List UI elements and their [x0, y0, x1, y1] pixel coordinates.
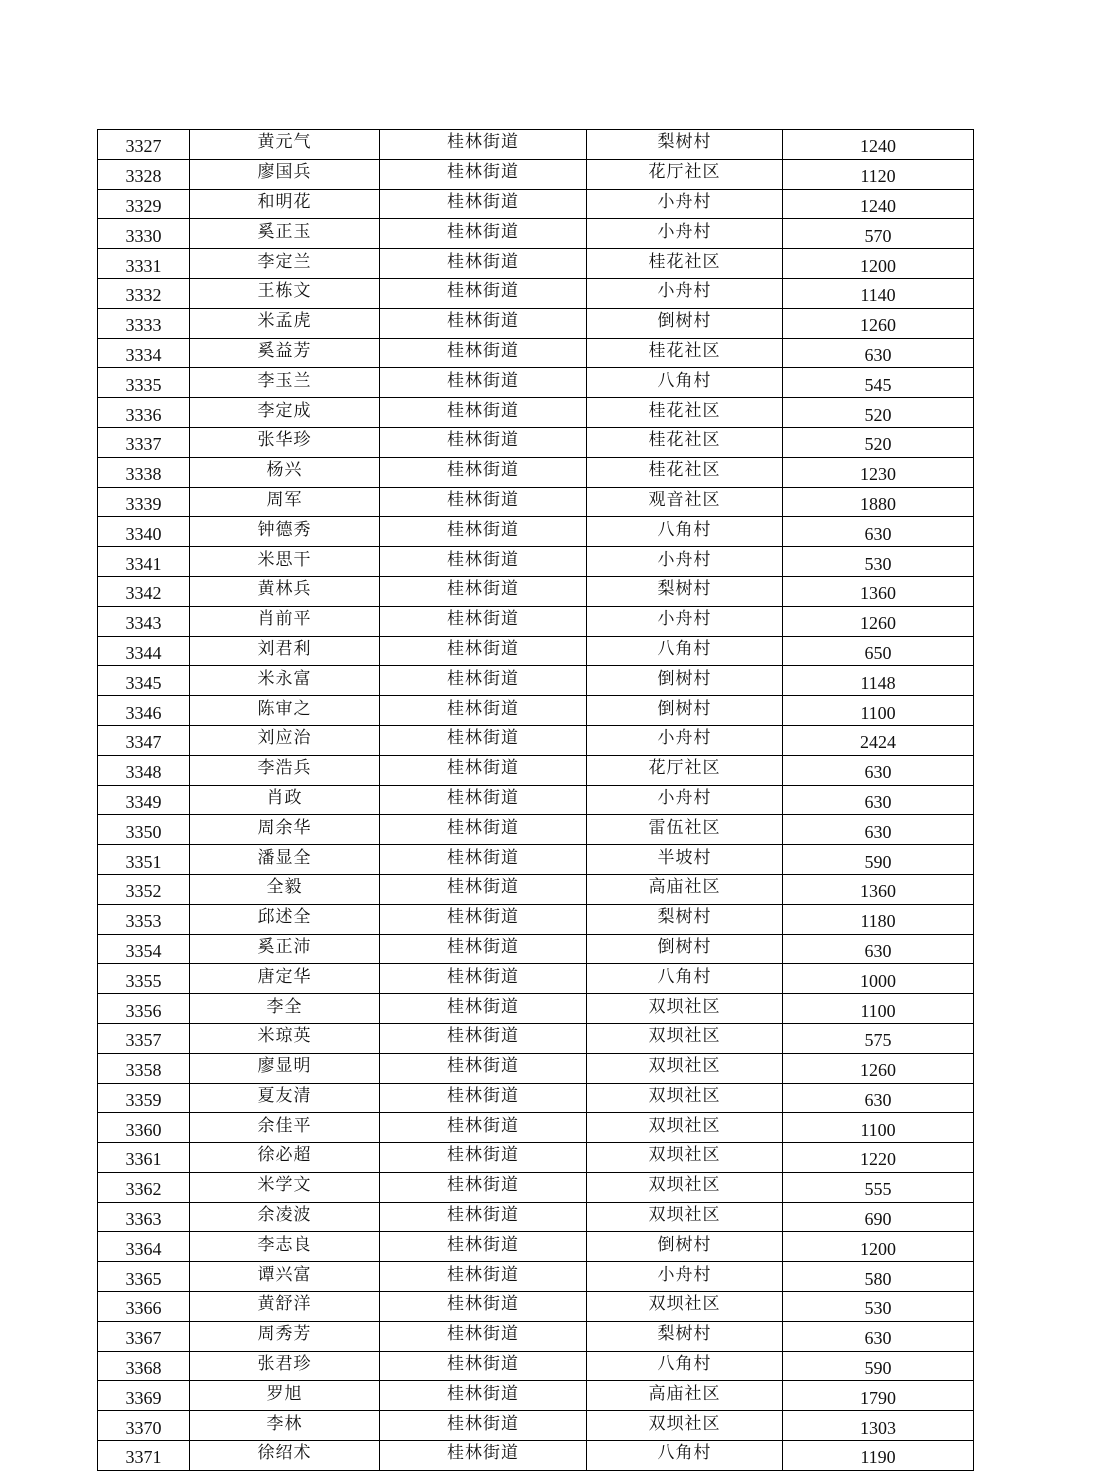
- cell-name: 和明花: [190, 189, 380, 219]
- cell-number: 3349: [98, 785, 190, 815]
- cell-street: 桂林街道: [380, 398, 587, 428]
- cell-number: 3354: [98, 934, 190, 964]
- cell-amount: 630: [783, 755, 974, 785]
- cell-street: 桂林街道: [380, 964, 587, 994]
- cell-street: 桂林街道: [380, 159, 587, 189]
- cell-street: 桂林街道: [380, 904, 587, 934]
- cell-name: 李定成: [190, 398, 380, 428]
- table-row: [98, 1053, 974, 1083]
- cell-name: 谭兴富: [190, 1262, 380, 1292]
- table-row: [98, 874, 974, 904]
- cell-village: 双坝社区: [587, 1023, 783, 1053]
- table-row: [98, 666, 974, 696]
- cell-street: 桂林街道: [380, 1321, 587, 1351]
- cell-number: 3330: [98, 219, 190, 249]
- cell-name: 张华珍: [190, 427, 380, 457]
- table-row: [98, 130, 974, 160]
- cell-name: 王栋文: [190, 278, 380, 308]
- cell-name: 全毅: [190, 874, 380, 904]
- cell-name: 周军: [190, 487, 380, 517]
- table-row: [98, 934, 974, 964]
- cell-amount: 1360: [783, 576, 974, 606]
- cell-street: 桂林街道: [380, 1143, 587, 1173]
- cell-street: 桂林街道: [380, 1202, 587, 1232]
- cell-number: 3362: [98, 1172, 190, 1202]
- table-row: [98, 398, 974, 428]
- table-row: [98, 1023, 974, 1053]
- cell-street: 桂林街道: [380, 576, 587, 606]
- cell-street: 桂林街道: [380, 1351, 587, 1381]
- cell-amount: 1220: [783, 1143, 974, 1173]
- table-row: [98, 517, 974, 547]
- cell-street: 桂林街道: [380, 1083, 587, 1113]
- cell-village: 八角村: [587, 517, 783, 547]
- table-row: [98, 994, 974, 1024]
- cell-name: 奚益芳: [190, 338, 380, 368]
- cell-name: 李定兰: [190, 249, 380, 279]
- table-row: [98, 696, 974, 726]
- cell-name: 余佳平: [190, 1113, 380, 1143]
- cell-number: 3336: [98, 398, 190, 428]
- cell-number: 3366: [98, 1292, 190, 1322]
- cell-number: 3369: [98, 1381, 190, 1411]
- cell-village: 梨树村: [587, 576, 783, 606]
- table-row: [98, 1292, 974, 1322]
- cell-amount: 530: [783, 547, 974, 577]
- cell-village: 倒树村: [587, 666, 783, 696]
- cell-village: 小舟村: [587, 547, 783, 577]
- table-row: [98, 1202, 974, 1232]
- cell-name: 黄元气: [190, 130, 380, 160]
- cell-number: 3335: [98, 368, 190, 398]
- table-row: [98, 1411, 974, 1441]
- table-row: [98, 1113, 974, 1143]
- cell-amount: 1360: [783, 874, 974, 904]
- cell-name: 肖前平: [190, 606, 380, 636]
- cell-number: 3347: [98, 725, 190, 755]
- cell-number: 3331: [98, 249, 190, 279]
- cell-number: 3351: [98, 845, 190, 875]
- table-row: [98, 1262, 974, 1292]
- table-row: [98, 487, 974, 517]
- table-row: [98, 1321, 974, 1351]
- table-row: [98, 338, 974, 368]
- table-row: [98, 189, 974, 219]
- cell-street: 桂林街道: [380, 815, 587, 845]
- cell-street: 桂林街道: [380, 338, 587, 368]
- cell-street: 桂林街道: [380, 308, 587, 338]
- cell-name: 徐绍术: [190, 1441, 380, 1471]
- cell-amount: 1100: [783, 1113, 974, 1143]
- table-row: [98, 368, 974, 398]
- cell-amount: 630: [783, 785, 974, 815]
- cell-village: 双坝社区: [587, 1292, 783, 1322]
- cell-street: 桂林街道: [380, 874, 587, 904]
- cell-village: 八角村: [587, 964, 783, 994]
- cell-street: 桂林街道: [380, 249, 587, 279]
- table-row: [98, 278, 974, 308]
- cell-village: 八角村: [587, 1351, 783, 1381]
- cell-amount: 1120: [783, 159, 974, 189]
- cell-village: 八角村: [587, 1441, 783, 1471]
- cell-amount: 1260: [783, 606, 974, 636]
- cell-street: 桂林街道: [380, 1262, 587, 1292]
- table-row: [98, 815, 974, 845]
- data-table: [97, 129, 974, 1471]
- cell-village: 桂花社区: [587, 249, 783, 279]
- cell-name: 唐定华: [190, 964, 380, 994]
- cell-village: 小舟村: [587, 189, 783, 219]
- cell-street: 桂林街道: [380, 130, 587, 160]
- cell-number: 3337: [98, 427, 190, 457]
- cell-name: 李玉兰: [190, 368, 380, 398]
- cell-village: 梨树村: [587, 1321, 783, 1351]
- cell-village: 花厅社区: [587, 755, 783, 785]
- table-row: [98, 547, 974, 577]
- cell-name: 张君珍: [190, 1351, 380, 1381]
- table-row: [98, 606, 974, 636]
- cell-name: 周余华: [190, 815, 380, 845]
- cell-village: 双坝社区: [587, 1172, 783, 1202]
- cell-name: 李志良: [190, 1232, 380, 1262]
- cell-name: 罗旭: [190, 1381, 380, 1411]
- cell-number: 3359: [98, 1083, 190, 1113]
- table-row: [98, 1351, 974, 1381]
- table-row: [98, 1232, 974, 1262]
- cell-number: 3333: [98, 308, 190, 338]
- cell-number: 3346: [98, 696, 190, 726]
- cell-village: 梨树村: [587, 130, 783, 160]
- table-row: [98, 457, 974, 487]
- cell-village: 双坝社区: [587, 1113, 783, 1143]
- cell-village: 双坝社区: [587, 1143, 783, 1173]
- table-row: [98, 845, 974, 875]
- cell-number: 3340: [98, 517, 190, 547]
- cell-village: 小舟村: [587, 1262, 783, 1292]
- cell-street: 桂林街道: [380, 189, 587, 219]
- table-row: [98, 755, 974, 785]
- cell-name: 黄舒洋: [190, 1292, 380, 1322]
- cell-amount: 520: [783, 427, 974, 457]
- cell-street: 桂林街道: [380, 845, 587, 875]
- cell-number: 3358: [98, 1053, 190, 1083]
- cell-name: 肖政: [190, 785, 380, 815]
- cell-number: 3342: [98, 576, 190, 606]
- cell-street: 桂林街道: [380, 1232, 587, 1262]
- cell-number: 3353: [98, 904, 190, 934]
- cell-name: 奚正沛: [190, 934, 380, 964]
- cell-street: 桂林街道: [380, 547, 587, 577]
- table-row: [98, 308, 974, 338]
- cell-village: 小舟村: [587, 785, 783, 815]
- cell-name: 周秀芳: [190, 1321, 380, 1351]
- cell-village: 八角村: [587, 636, 783, 666]
- cell-number: 3370: [98, 1411, 190, 1441]
- cell-street: 桂林街道: [380, 278, 587, 308]
- cell-name: 李浩兵: [190, 755, 380, 785]
- cell-village: 双坝社区: [587, 1083, 783, 1113]
- cell-village: 倒树村: [587, 1232, 783, 1262]
- cell-street: 桂林街道: [380, 219, 587, 249]
- cell-amount: 630: [783, 815, 974, 845]
- table-row: [98, 159, 974, 189]
- cell-village: 观音社区: [587, 487, 783, 517]
- cell-amount: 570: [783, 219, 974, 249]
- cell-number: 3341: [98, 547, 190, 577]
- cell-name: 夏友清: [190, 1083, 380, 1113]
- cell-street: 桂林街道: [380, 725, 587, 755]
- cell-amount: 1260: [783, 1053, 974, 1083]
- cell-street: 桂林街道: [380, 606, 587, 636]
- cell-number: 3352: [98, 874, 190, 904]
- cell-street: 桂林街道: [380, 457, 587, 487]
- cell-village: 小舟村: [587, 606, 783, 636]
- cell-village: 八角村: [587, 368, 783, 398]
- cell-name: 杨兴: [190, 457, 380, 487]
- table-row: [98, 427, 974, 457]
- cell-village: 梨树村: [587, 904, 783, 934]
- cell-village: 倒树村: [587, 696, 783, 726]
- cell-name: 钟德秀: [190, 517, 380, 547]
- table-row: [98, 219, 974, 249]
- cell-amount: 1200: [783, 1232, 974, 1262]
- cell-street: 桂林街道: [380, 785, 587, 815]
- cell-amount: 630: [783, 1083, 974, 1113]
- cell-village: 高庙社区: [587, 874, 783, 904]
- cell-name: 米永富: [190, 666, 380, 696]
- table-row: [98, 249, 974, 279]
- cell-village: 高庙社区: [587, 1381, 783, 1411]
- cell-street: 桂林街道: [380, 1381, 587, 1411]
- cell-name: 米琼英: [190, 1023, 380, 1053]
- cell-amount: 1200: [783, 249, 974, 279]
- cell-name: 廖国兵: [190, 159, 380, 189]
- cell-name: 米学文: [190, 1172, 380, 1202]
- cell-street: 桂林街道: [380, 487, 587, 517]
- cell-amount: 690: [783, 1202, 974, 1232]
- cell-number: 3334: [98, 338, 190, 368]
- cell-street: 桂林街道: [380, 696, 587, 726]
- cell-street: 桂林街道: [380, 994, 587, 1024]
- cell-amount: 1260: [783, 308, 974, 338]
- table-row: [98, 1143, 974, 1173]
- cell-number: 3345: [98, 666, 190, 696]
- cell-street: 桂林街道: [380, 934, 587, 964]
- cell-amount: 1790: [783, 1381, 974, 1411]
- cell-name: 黄林兵: [190, 576, 380, 606]
- cell-amount: 1148: [783, 666, 974, 696]
- cell-number: 3348: [98, 755, 190, 785]
- table-row: [98, 636, 974, 666]
- cell-street: 桂林街道: [380, 427, 587, 457]
- cell-village: 雷伍社区: [587, 815, 783, 845]
- table-row: [98, 1172, 974, 1202]
- cell-amount: 1880: [783, 487, 974, 517]
- cell-name: 刘应治: [190, 725, 380, 755]
- cell-village: 小舟村: [587, 725, 783, 755]
- cell-number: 3368: [98, 1351, 190, 1381]
- cell-name: 陈审之: [190, 696, 380, 726]
- cell-village: 倒树村: [587, 934, 783, 964]
- cell-street: 桂林街道: [380, 666, 587, 696]
- cell-street: 桂林街道: [380, 755, 587, 785]
- cell-number: 3343: [98, 606, 190, 636]
- cell-street: 桂林街道: [380, 368, 587, 398]
- cell-name: 米思干: [190, 547, 380, 577]
- table-row: [98, 725, 974, 755]
- cell-number: 3338: [98, 457, 190, 487]
- cell-amount: 575: [783, 1023, 974, 1053]
- cell-amount: 1303: [783, 1411, 974, 1441]
- cell-number: 3365: [98, 1262, 190, 1292]
- cell-village: 桂花社区: [587, 457, 783, 487]
- cell-amount: 590: [783, 845, 974, 875]
- cell-amount: 1140: [783, 278, 974, 308]
- table-row: [98, 576, 974, 606]
- cell-name: 余凌波: [190, 1202, 380, 1232]
- cell-number: 3329: [98, 189, 190, 219]
- cell-amount: 545: [783, 368, 974, 398]
- table-row: [98, 1381, 974, 1411]
- cell-village: 双坝社区: [587, 1053, 783, 1083]
- cell-amount: 530: [783, 1292, 974, 1322]
- cell-name: 李林: [190, 1411, 380, 1441]
- table-row: [98, 1083, 974, 1113]
- cell-number: 3327: [98, 130, 190, 160]
- cell-number: 3332: [98, 278, 190, 308]
- cell-number: 3360: [98, 1113, 190, 1143]
- cell-number: 3364: [98, 1232, 190, 1262]
- cell-street: 桂林街道: [380, 1411, 587, 1441]
- table-row: [98, 1441, 974, 1471]
- cell-number: 3367: [98, 1321, 190, 1351]
- cell-name: 徐必超: [190, 1143, 380, 1173]
- cell-number: 3363: [98, 1202, 190, 1232]
- cell-number: 3357: [98, 1023, 190, 1053]
- cell-village: 双坝社区: [587, 1411, 783, 1441]
- data-table-container: [97, 129, 974, 1471]
- cell-number: 3350: [98, 815, 190, 845]
- cell-village: 半坡村: [587, 845, 783, 875]
- cell-amount: 630: [783, 338, 974, 368]
- cell-amount: 2424: [783, 725, 974, 755]
- cell-amount: 520: [783, 398, 974, 428]
- cell-village: 倒树村: [587, 308, 783, 338]
- cell-street: 桂林街道: [380, 517, 587, 547]
- cell-name: 刘君利: [190, 636, 380, 666]
- table-row: [98, 904, 974, 934]
- cell-amount: 1180: [783, 904, 974, 934]
- cell-street: 桂林街道: [380, 1053, 587, 1083]
- cell-name: 廖显明: [190, 1053, 380, 1083]
- cell-amount: 1100: [783, 696, 974, 726]
- cell-name: 李全: [190, 994, 380, 1024]
- cell-number: 3339: [98, 487, 190, 517]
- cell-street: 桂林街道: [380, 1113, 587, 1143]
- cell-amount: 1000: [783, 964, 974, 994]
- cell-village: 桂花社区: [587, 427, 783, 457]
- cell-number: 3371: [98, 1441, 190, 1471]
- cell-amount: 1230: [783, 457, 974, 487]
- cell-village: 双坝社区: [587, 994, 783, 1024]
- cell-village: 花厅社区: [587, 159, 783, 189]
- cell-street: 桂林街道: [380, 1441, 587, 1471]
- cell-name: 潘显全: [190, 845, 380, 875]
- cell-amount: 555: [783, 1172, 974, 1202]
- cell-amount: 630: [783, 934, 974, 964]
- cell-amount: 630: [783, 1321, 974, 1351]
- cell-number: 3355: [98, 964, 190, 994]
- cell-street: 桂林街道: [380, 1292, 587, 1322]
- cell-amount: 1100: [783, 994, 974, 1024]
- cell-village: 桂花社区: [587, 338, 783, 368]
- cell-amount: 580: [783, 1262, 974, 1292]
- table-body: [98, 130, 974, 1471]
- cell-village: 小舟村: [587, 219, 783, 249]
- cell-amount: 650: [783, 636, 974, 666]
- cell-street: 桂林街道: [380, 1023, 587, 1053]
- cell-amount: 1240: [783, 130, 974, 160]
- cell-village: 桂花社区: [587, 398, 783, 428]
- cell-amount: 1240: [783, 189, 974, 219]
- cell-number: 3361: [98, 1143, 190, 1173]
- cell-amount: 590: [783, 1351, 974, 1381]
- table-row: [98, 785, 974, 815]
- cell-village: 双坝社区: [587, 1202, 783, 1232]
- cell-street: 桂林街道: [380, 1172, 587, 1202]
- cell-amount: 630: [783, 517, 974, 547]
- cell-name: 邱述全: [190, 904, 380, 934]
- cell-street: 桂林街道: [380, 636, 587, 666]
- cell-name: 米孟虎: [190, 308, 380, 338]
- cell-number: 3328: [98, 159, 190, 189]
- cell-amount: 1190: [783, 1441, 974, 1471]
- cell-name: 奚正玉: [190, 219, 380, 249]
- cell-number: 3344: [98, 636, 190, 666]
- cell-village: 小舟村: [587, 278, 783, 308]
- cell-number: 3356: [98, 994, 190, 1024]
- table-row: [98, 964, 974, 994]
